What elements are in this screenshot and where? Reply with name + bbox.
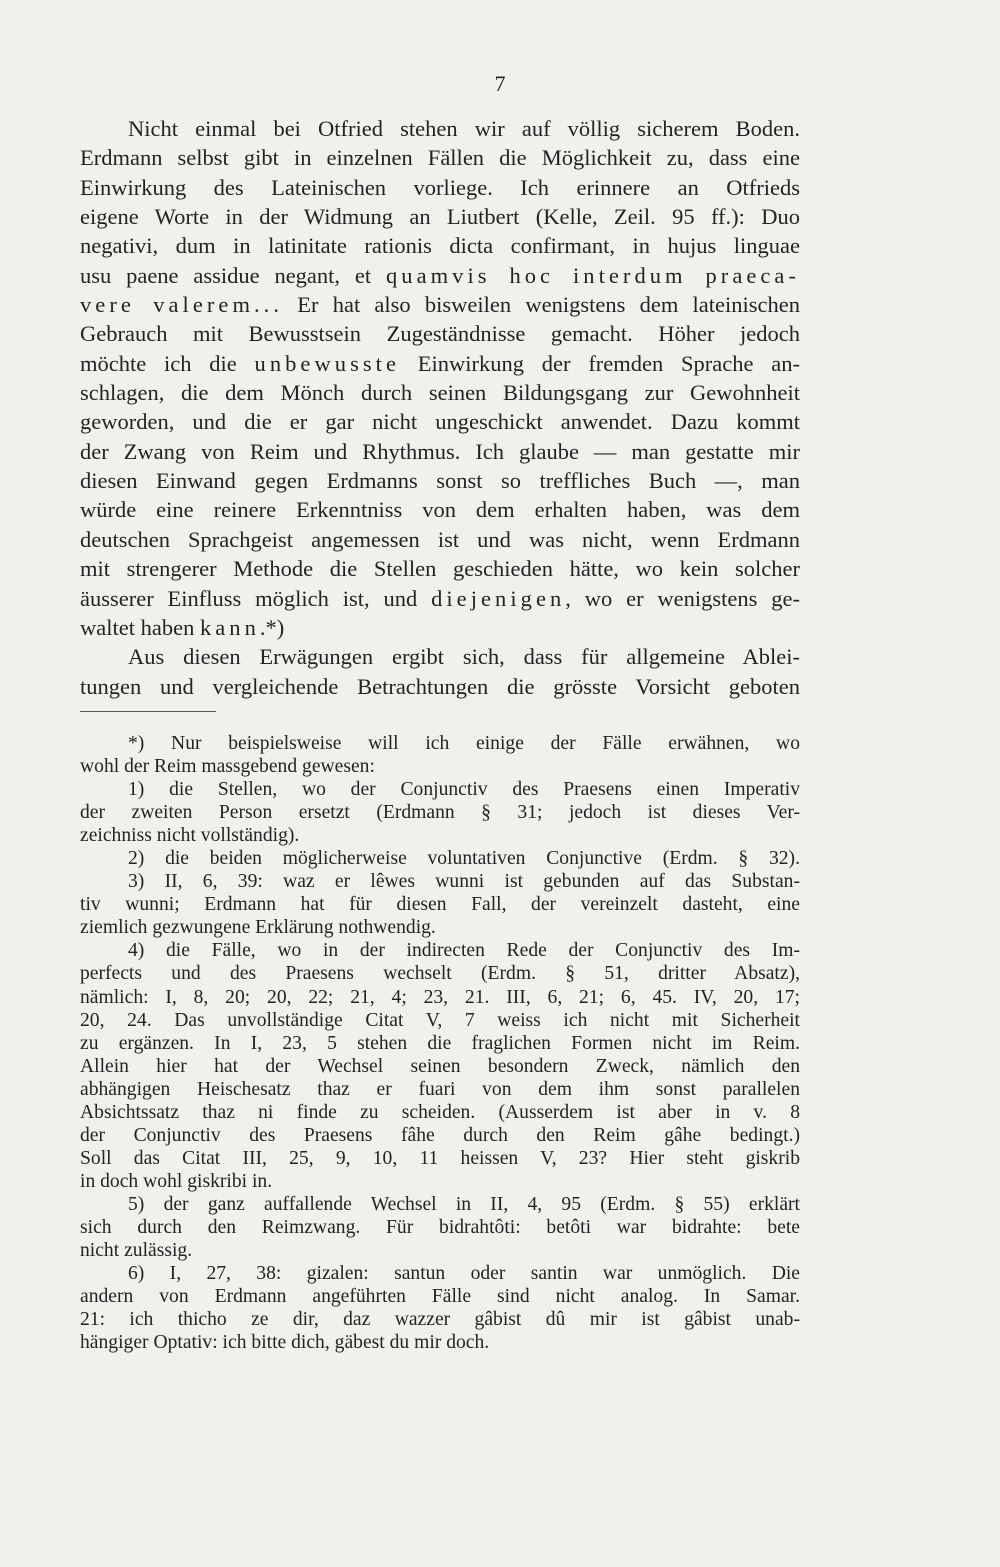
spaced-emphasis: quamvis hoc interdum praeca-: [385, 262, 801, 288]
text-segment: äusserer Einfluss möglich ist, und: [80, 585, 418, 611]
footnote-line: 20, 24. Das unvollständige Citat V, 7 weiss ich nicht mit Sicherheit: [80, 1009, 800, 1031]
footnote-line: *) Nur beispielsweise will ich einige der Fälle erwähnen, wo: [128, 733, 800, 754]
text-line: geworden, und die er gar nicht ungeschickt anwendet. Dazu kommt: [80, 409, 800, 435]
footnote-line: nicht zulässig.: [80, 1240, 193, 1262]
text-line: [80, 261, 800, 290]
footnote-line: ziemlich gezwungene Erklärung nothwendig.: [80, 917, 436, 939]
text-line: Einwirkung des Lateinischen vorliege. Ich erinnere an Otfrieds: [80, 174, 800, 200]
footnote-line: der Conjunctiv des Praesens fâhe durch den Reim gâhe bedingt.): [80, 1124, 800, 1146]
footnote-line: 21: ich thicho ze dir, daz wazzer gâbist dû mir ist gâbist unab-: [80, 1309, 800, 1331]
text-segment: möchte ich die: [80, 350, 237, 376]
footnote-line: zeichniss nicht vollständig).: [80, 825, 300, 847]
footnote-line: in doch wohl giskribi in.: [80, 1170, 273, 1192]
text-line: tungen und vergleichende Betrachtungen die grösste Vorsicht geboten: [80, 673, 800, 699]
text-line: Nicht einmal bei Otfried stehen wir auf völlig sicherem Boden.: [128, 116, 800, 141]
footnotes: [80, 732, 800, 1354]
footnote-line: perfects und des Praesens wechselt (Erdm. § 51, dritter Absatz),: [80, 963, 800, 985]
footnote-line: wohl der Reim massgebend gewesen:: [80, 756, 375, 778]
text-segment: Er hat also bisweilen wenigstens dem lateinischen: [283, 292, 800, 318]
footnote-marker: .*): [259, 614, 285, 640]
footnote-line: der zweiten Person ersetzt (Erdmann § 31; jedoch ist dieses Ver-: [80, 802, 800, 824]
text-line: [80, 584, 800, 613]
footnote-line: 4) die Fälle, wo in der indirecten Rede der Conjunctiv des Im-: [128, 940, 800, 962]
text-line: diesen Einwand gegen Erdmanns sonst so treffliches Buch —, man: [80, 468, 800, 494]
text-line: der Zwang von Reim und Rhythmus. Ich glaube — man gestatte mir: [80, 438, 800, 464]
footnote-line: sich durch den Reimzwang. Für bidrahtôti: betôti war bidrahte: bete: [80, 1216, 800, 1238]
text-line: negativi, dum in latinitate rationis dicta confirmant, in hujus linguae: [80, 233, 800, 259]
text-segment: usu paene assidue negant, et: [80, 262, 372, 288]
text-line: deutschen Sprachgeist angemessen ist und was nicht, wenn Erdmann: [80, 526, 800, 552]
footnote-line: 5) der ganz auffallende Wechsel in II, 4, 95 (Erdm. § 55) erklärt: [128, 1193, 800, 1215]
spaced-emphasis: diejenigen: [431, 585, 566, 611]
text-line: Erdmann selbst gibt in einzelnen Fällen die Möglichkeit zu, dass eine: [80, 145, 800, 171]
footnote-line: nämlich: I, 8, 20; 20, 22; 21, 4; 23, 21. III, 6, 21; 6, 45. IV, 20, 17;: [80, 986, 800, 1008]
spaced-emphasis: kann: [199, 614, 260, 640]
text-line: würde eine reinere Erkenntniss von dem erhalten haben, was dem: [80, 497, 800, 523]
text-line: schlagen, die dem Mönch durch seinen Bildungsgang zur Gewohnheit: [80, 380, 800, 406]
footnote-line: abhängigen Heischesatz thaz er fuari von dem ihm sonst parallelen: [80, 1078, 800, 1100]
spaced-emphasis: vere valerem...: [80, 292, 284, 318]
footnote-line: 2) die beiden möglicherweise voluntativen Conjunctive (Erdm. § 32).: [128, 848, 800, 870]
spaced-emphasis: unbewusste: [254, 350, 401, 376]
footnote-line: hängiger Optativ: ich bitte dich, gäbest du mir doch.: [80, 1332, 490, 1354]
footnote-line: 6) I, 27, 38: gizalen: santun oder santin war unmöglich. Die: [128, 1263, 800, 1285]
text-line: [80, 613, 800, 642]
footnote-line: tiv wunni; Erdmann hat für diesen Fall, der vereinzelt dasteht, eine: [80, 894, 800, 916]
footnote-divider: [80, 711, 216, 712]
text-line: Gebrauch mit Bewusstsein Zugeständnisse gemacht. Höher jedoch: [80, 321, 800, 347]
text-line: mit strengerer Methode die Stellen geschieden hätte, wo kein solcher: [80, 556, 800, 582]
main-text: [80, 114, 800, 701]
footnote-line: 3) II, 6, 39: waz er lêwes wunni ist gebunden auf das Substan-: [128, 871, 800, 893]
footnote-line: zu ergänzen. In I, 23, 5 stehen die fraglichen Formen nicht im Reim.: [80, 1032, 800, 1054]
text-line: Aus diesen Erwägungen ergibt sich, dass für allgemeine Ablei-: [128, 644, 800, 670]
page-number: 7: [494, 71, 506, 96]
footnote-line: Absichtssatz thaz ni finde zu scheiden. (Ausserdem ist aber in v. 8: [80, 1101, 800, 1123]
footnote-line: Allein hier hat der Wechsel seinen besondern Zweck, nämlich den: [80, 1055, 800, 1077]
footnote-line: andern von Erdmann angeführten Fälle sind nicht analog. In Samar.: [80, 1286, 800, 1308]
text-segment: , wo er wenigstens ge-: [565, 585, 800, 611]
footnote-line: Soll das Citat III, 25, 9, 10, 11 heissen V, 23? Hier steht giskrib: [80, 1147, 800, 1169]
text-segment: Einwirkung der fremden Sprache an-: [400, 350, 801, 376]
footnote-line: 1) die Stellen, wo der Conjunctiv des Praesens einen Imperativ: [128, 779, 800, 801]
text-line: eigene Worte in der Widmung an Liutbert (Kelle, Zeil. 95 ff.): Duo: [80, 204, 800, 230]
text-line: [80, 349, 800, 378]
text-segment: waltet haben: [80, 614, 195, 640]
text-line: [80, 290, 800, 319]
